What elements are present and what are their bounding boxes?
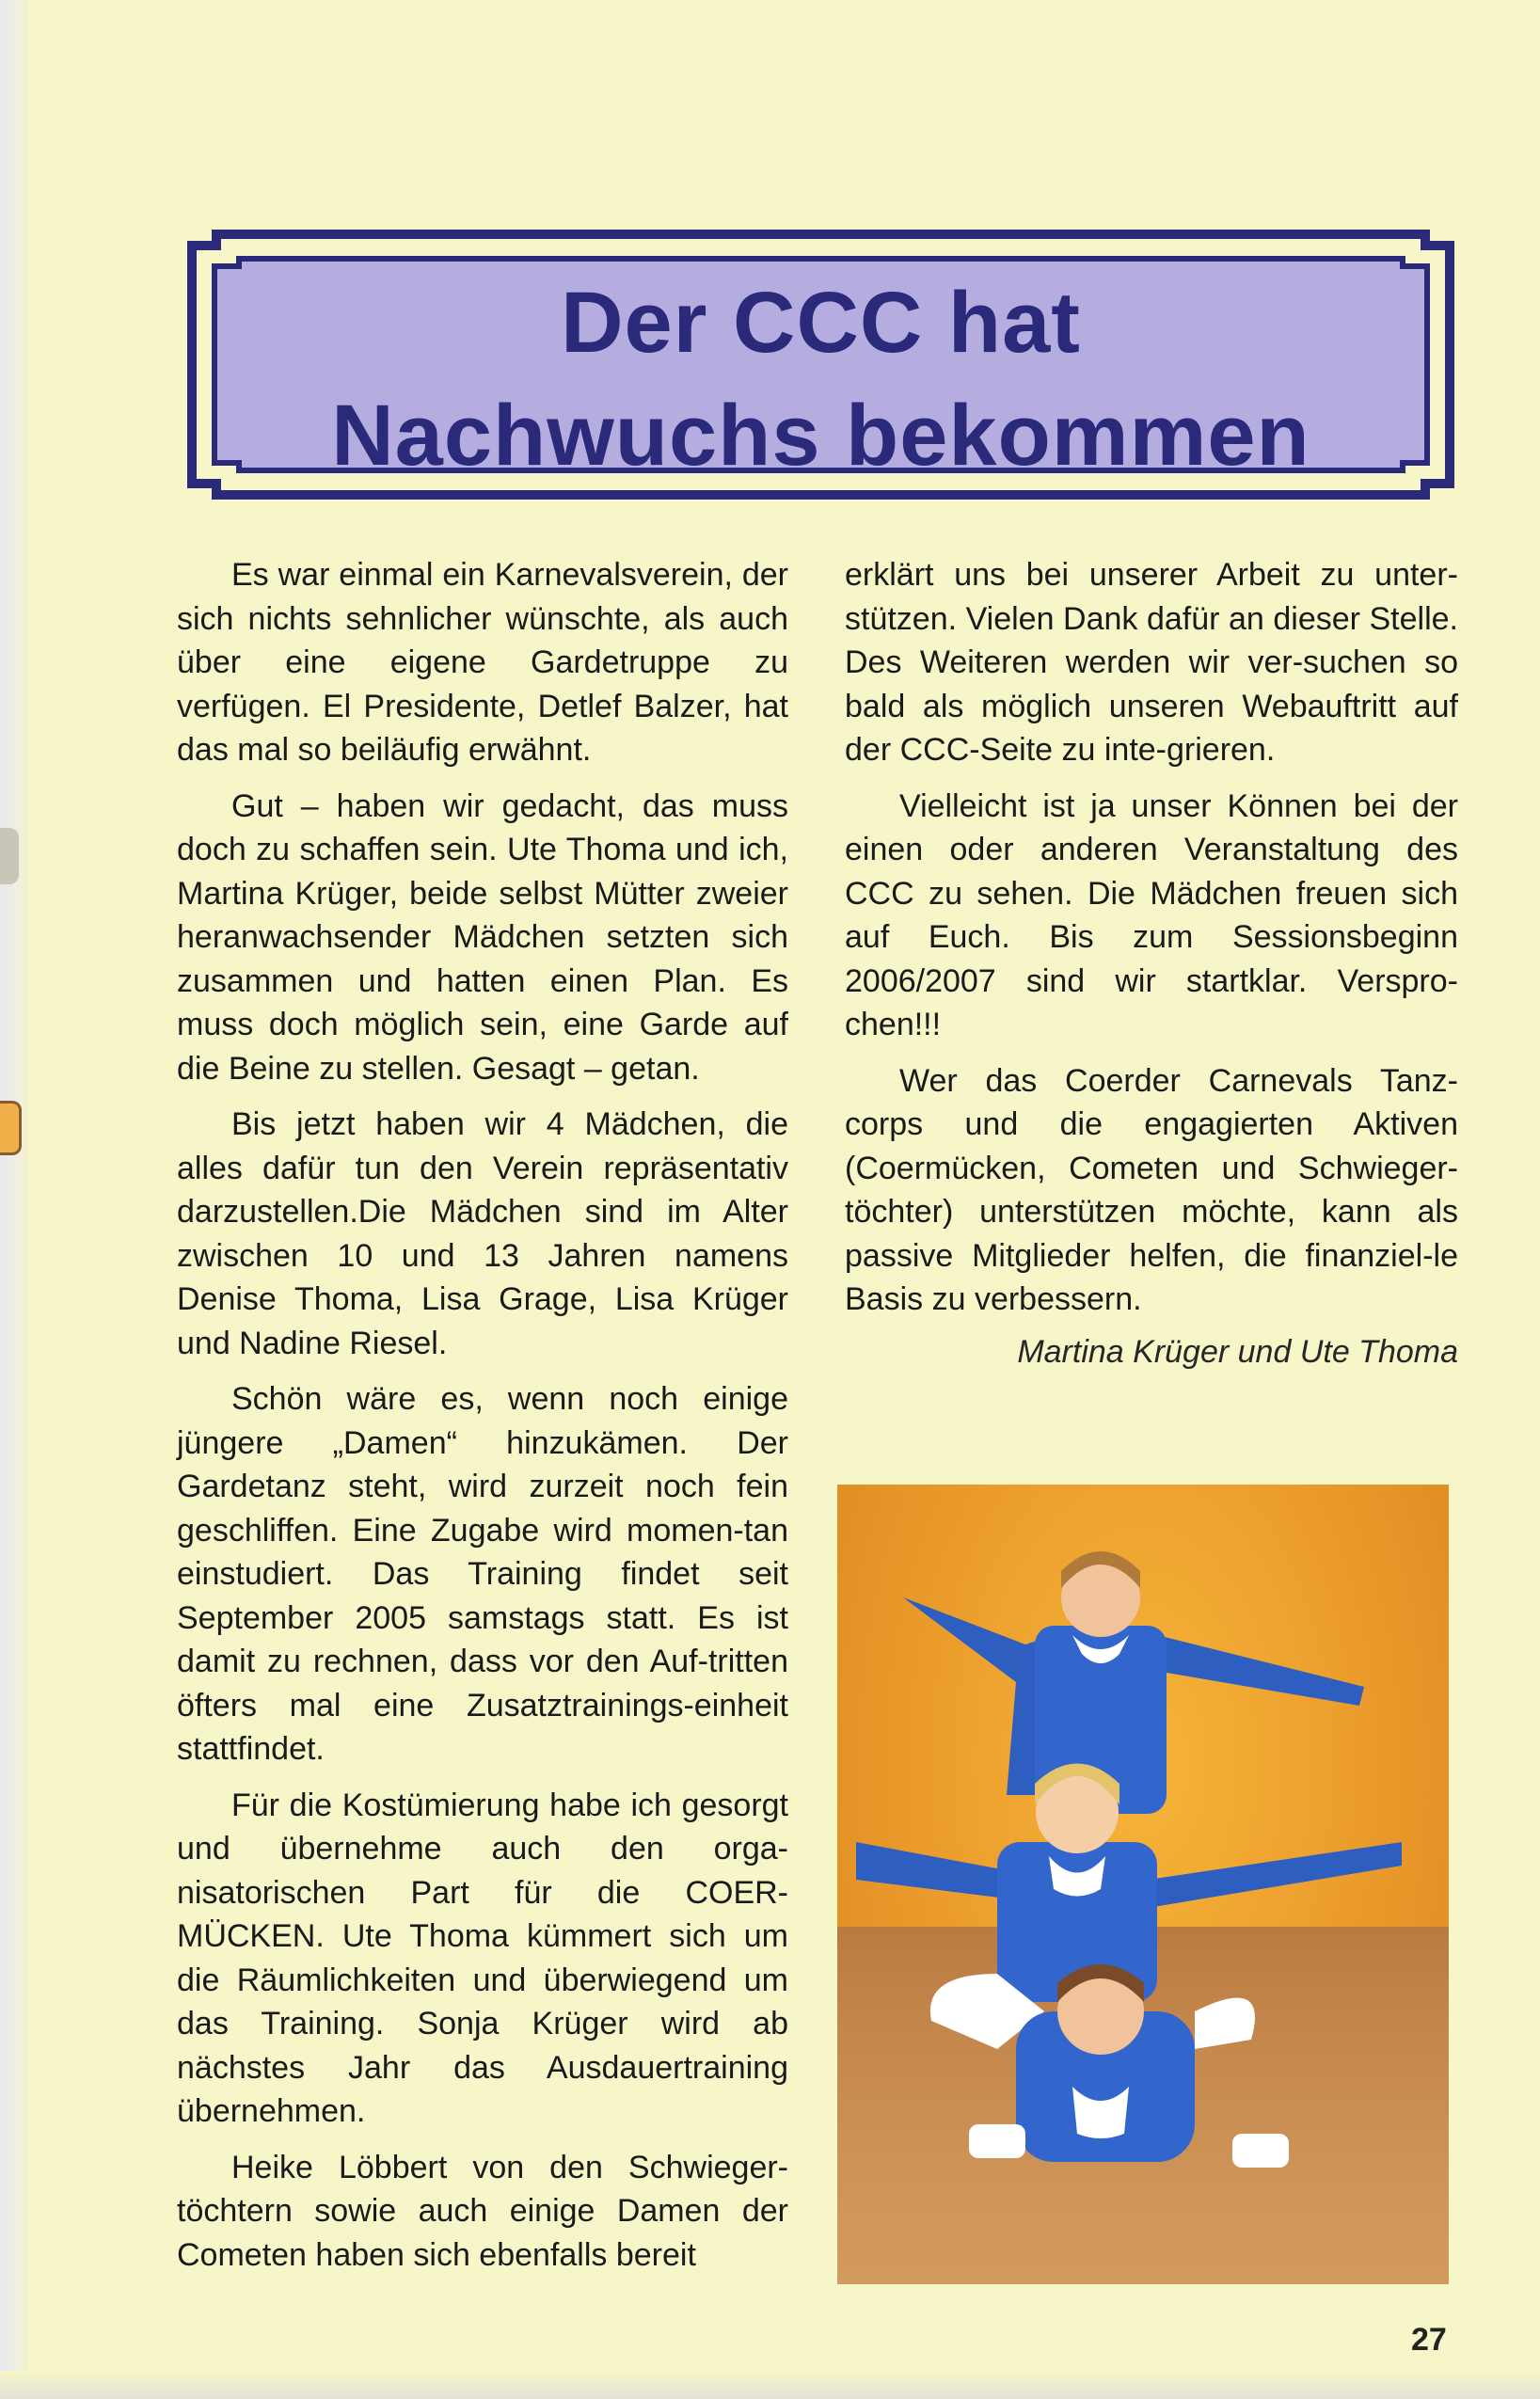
- title-line-1: Der CCC hat: [561, 275, 1081, 371]
- page-number: 27: [1411, 2322, 1447, 2358]
- paragraph: Schön wäre es, wenn noch einige jüngere „Damen“ hinzukämen. Der Gardetanz steht, wird zurzeit noch fein geschliffen. Eine Zugabe wird momen-tan einstudiert. Das Training findet seit September 2005 samstags statt. Es ist damit zu rechnen, dass vor den Auf-tritten öfters mal eine Zusatztrainings-einheit stattfindet.: [177, 1381, 788, 1767]
- paragraph: Bis jetzt haben wir 4 Mädchen, die alles dafür tun den Verein repräsentativ darzustellen.Die Mädchen sind im Alter zwischen 10 und 13 Jahren namens Denise Thoma, Lisa Grage, Lisa Krüger und Nadine Riesel.: [177, 1106, 788, 1361]
- paragraph: Heike Löbbert von den Schwieger-töchtern sowie auch einige Damen der Cometen haben sich ebenfalls bereit: [177, 2149, 788, 2273]
- title-banner: [179, 221, 1463, 508]
- guard-dancers-photo: [837, 1485, 1449, 2284]
- binding-decoration: [0, 828, 19, 884]
- title-line-2: Nachwuchs bekommen: [331, 388, 1310, 484]
- page-title: [179, 266, 1463, 492]
- article-column-left: [177, 553, 788, 2289]
- page-bottom-edge: [0, 2371, 1540, 2399]
- author-signature: Martina Krüger und Ute Thoma: [1017, 1333, 1458, 1370]
- paragraph: Es war einmal ein Karnevalsverein, der sich nichts sehnlicher wünschte, als auch über eine eigene Gardetruppe zu verfügen. El Presidente, Detlef Balzer, hat das mal so beiläufig erwähnt.: [177, 557, 788, 768]
- page-binding-edge: [0, 0, 28, 2399]
- binding-emblem: [0, 1101, 22, 1155]
- paragraph: Wer das Coerder Carnevals Tanz-corps und die engagierten Aktiven (Coermücken, Cometen und Schwieger-töchter) unterstützen möchte, kann als passive Mitglieder helfen, die finanziel-le Basis zu verbessern.: [845, 1062, 1458, 1317]
- paragraph: erklärt uns bei unserer Arbeit zu unter-stützen. Vielen Dank dafür an dieser Stelle. Des Weiteren werden wir ver-suchen so bald als möglich unseren Webauftritt auf der CCC-Seite zu inte-grieren.: [845, 557, 1458, 768]
- photo-illustration: [837, 1485, 1449, 2284]
- paragraph: Vielleicht ist ja unser Können bei der einen oder anderen Veranstaltung des CCC zu sehen. Die Mädchen freuen sich auf Euch. Bis zum Sessionsbeginn 2006/2007 sind wir startklar. Verspro-chen!!!: [845, 787, 1458, 1042]
- article-column-right: [845, 553, 1458, 1374]
- paragraph: Gut – haben wir gedacht, das muss doch zu schaffen sein. Ute Thoma und ich, Martina Krüger, beide selbst Mütter zweier heranwachsender Mädchen setzten sich zusammen und hatten einen Plan. Es muss doch möglich sein, eine Garde auf die Beine zu stellen. Gesagt – getan.: [177, 787, 788, 1087]
- paragraph: Für die Kostümierung habe ich gesorgt und übernehme auch den orga-nisatorischen Part für die COER-MÜCKEN. Ute Thoma kümmert sich um die Räumlichkeiten und überwiegend um das Training. Sonja Krüger wird ab nächstes Jahr das Ausdauertraining übernehmen.: [177, 1787, 788, 2129]
